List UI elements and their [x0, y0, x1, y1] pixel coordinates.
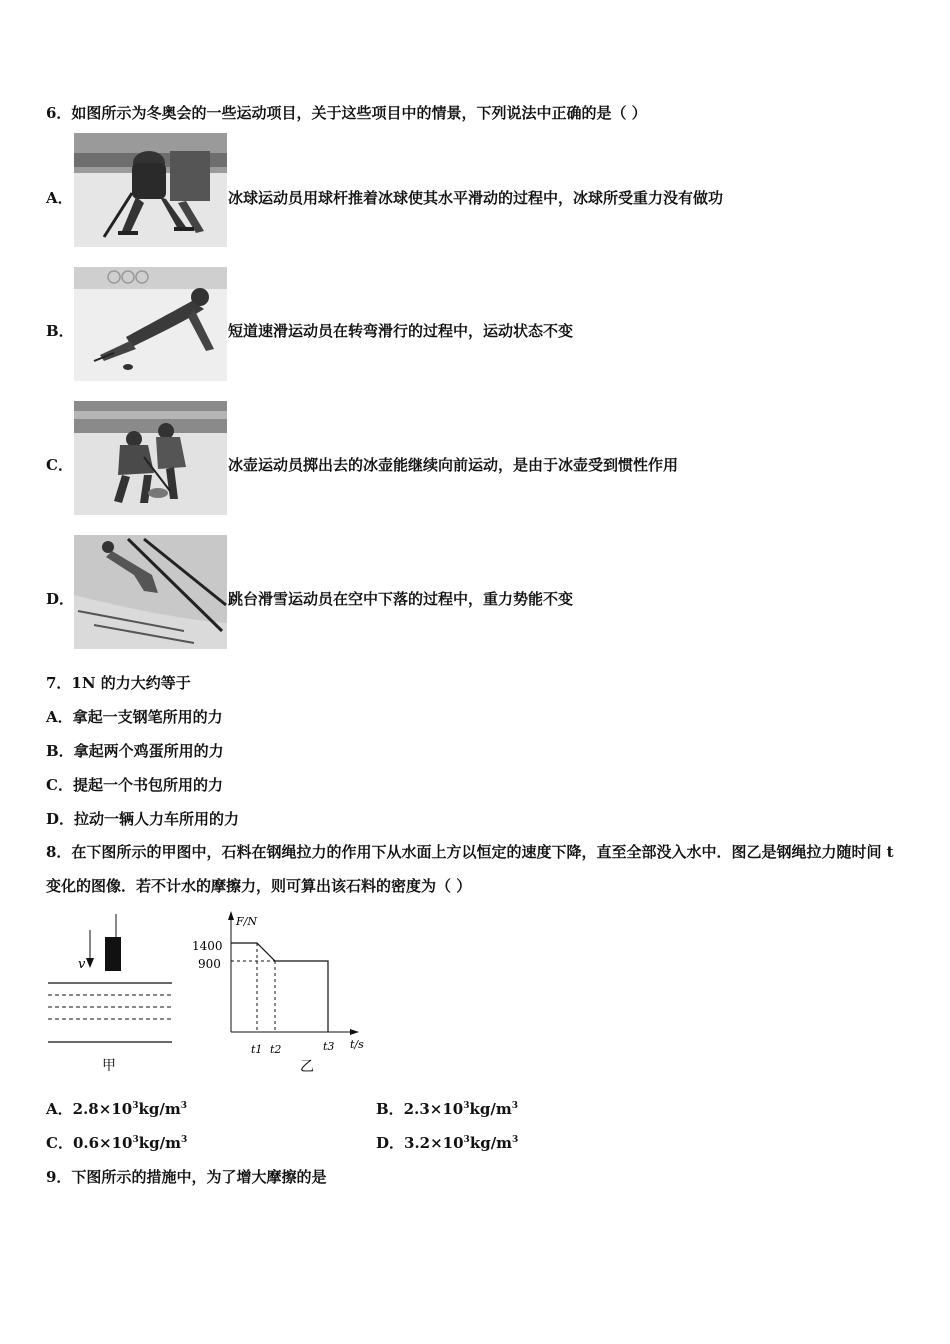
question-6-stem: 6．如图所示为冬奥会的一些运动项目，关于这些项目中的情景，下列说法中正确的是（ ） [46, 104, 647, 122]
curling-photo [74, 401, 227, 515]
x-tick-t2: t2 [270, 1043, 282, 1056]
question-9-stem: 9．下图所示的措施中，为了增大摩擦的是 [46, 1168, 327, 1186]
x-axis-label: t/s [350, 1038, 364, 1051]
velocity-label: v [78, 957, 86, 972]
y-tick-1400: 1400 [192, 939, 223, 953]
q7-option-b: B．拿起两个鸡蛋所用的力 [46, 742, 224, 760]
figure-jia-caption: 甲 [102, 1058, 116, 1074]
q6-option-c-text: 冰壶运动员掷出去的冰壶能继续向前运动，是由于冰壶受到惯性作用 [228, 456, 679, 474]
force-curve [231, 943, 328, 1032]
q6-option-b-letter: B． [46, 322, 74, 340]
q6-option-c-letter: C． [46, 456, 73, 474]
q7-option-d: D．拉动一辆人力车所用的力 [46, 810, 240, 828]
ski-jumping-photo [74, 535, 227, 649]
q6-option-d-letter: D． [46, 590, 75, 608]
y-axis-label: F/N [236, 915, 257, 928]
q7-option-c: C．提起一个书包所用的力 [46, 776, 223, 794]
x-tick-t3: t3 [323, 1040, 335, 1053]
question-7-stem: 7．1N 的力大约等于 [46, 674, 191, 692]
q8-answer-a: A．$2.8\times 10^3kg/m^3$ [46, 1100, 187, 1118]
q6-option-d-text: 跳台滑雪运动员在空中下落的过程中，重力势能不变 [228, 590, 574, 608]
q7-option-a: A．拿起一支钢笔所用的力 [46, 708, 223, 726]
q6-option-b-text: 短道速滑运动员在转弯滑行的过程中，运动状态不变 [228, 322, 574, 340]
q6-option-a-letter: A． [46, 189, 73, 207]
q8-answer-d: D．$3.2\times 10^3kg/m^3$ [376, 1134, 519, 1152]
speed-skating-photo [74, 267, 227, 381]
figure-yi-caption: 乙 [300, 1059, 314, 1075]
y-tick-900: 900 [198, 957, 221, 971]
ice-hockey-photo [74, 133, 227, 247]
x-tick-t1: t1 [251, 1043, 263, 1056]
stone-block [105, 937, 121, 971]
figure-yi-graph [188, 908, 373, 1078]
q8-answer-c: C．$0.6\times 10^3kg/m^3$ [46, 1134, 188, 1152]
q8-answer-b: B．$2.3\times 10^3kg/m^3$ [376, 1100, 518, 1118]
figure-jia [46, 912, 176, 1077]
q6-option-a-text: 冰球运动员用球杆推着冰球使其水平滑动的过程中，冰球所受重力没有做功 [228, 189, 724, 207]
question-8-stem: 8．在下图所示的甲图中，石料在钢绳拉力的作用下从水面上方以恒定的速度下降，直至全部没入水中．图乙是钢绳拉力随时间 t 变化的图像．若不计水的摩擦力，则可算出该石料的密度为（ ） [46, 843, 894, 895]
